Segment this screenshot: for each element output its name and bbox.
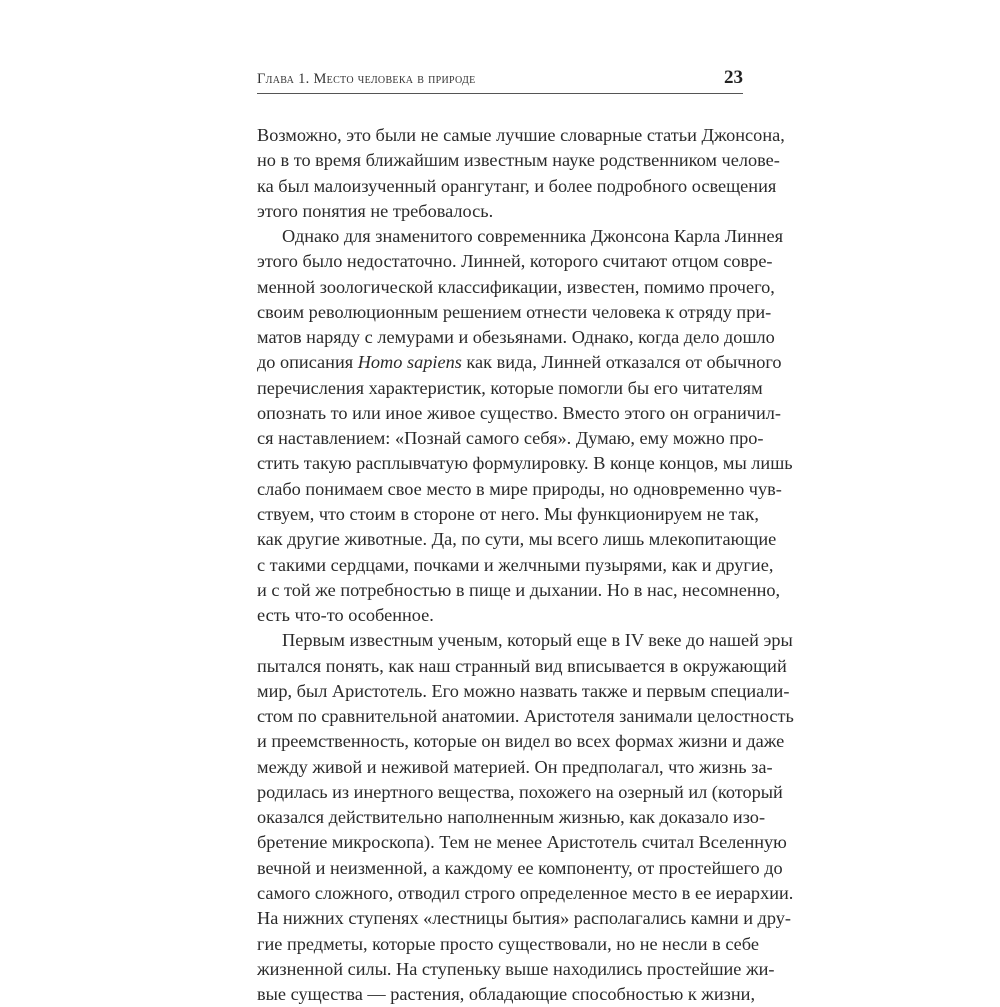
text-line: как другие животные. Да, по сути, мы всего лишь млекопитающие: [257, 529, 777, 550]
text-line: вые существа — растения, обладающие способностью к жизни,: [257, 984, 756, 1005]
text-line: оказался действительно наполненным жизнью, как доказало изо-: [257, 807, 766, 828]
text-line: матов наряду с лемурами и обезьянами. Однако, когда дело дошло: [257, 327, 775, 348]
italic-term: Homo sapiens: [357, 352, 462, 373]
paragraph: [257, 123, 785, 224]
text-line: самого сложного, отводил строго определенное место в ее иерархии.: [257, 882, 794, 903]
text-line: ся наставлением: «Познай самого себя». Думаю, ему можно про-: [257, 428, 764, 449]
text-line: жизненной силы. На ступеньку выше находились простейшие жи-: [257, 958, 775, 979]
running-title: Глава 1. Место человека в природе: [257, 71, 476, 87]
body-text: [257, 123, 794, 1007]
text-line: пытался понять, как наш странный вид вписывается в окружающий: [257, 655, 787, 676]
text-line: бретение микроскопа). Тем не менее Аристотель считал Вселенную: [257, 832, 787, 853]
text-line: опознать то или иное живое существо. Вместо этого он ограничил-: [257, 402, 781, 423]
text-segment: до описания: [257, 352, 358, 373]
text-line: Первым известным ученым, который еще в IV веке до нашей эры: [282, 630, 793, 651]
text-line: этого было недостаточно. Линней, которого считают отцом совре-: [257, 251, 773, 272]
text-line: вечной и неизменной, а каждому ее компоненту, от простейшего до: [257, 857, 783, 878]
page-number: 23: [724, 67, 743, 88]
text-line: между живой и неживой материей. Он предполагал, что жизнь за-: [257, 756, 773, 777]
text-line: мир, был Аристотель. Его можно назвать также и первым специали-: [257, 680, 790, 701]
text-line: и с той же потребностью в пище и дыхании. Но в нас, несомненно,: [257, 579, 781, 600]
text-line: своим революционным решением отнести человека к отряду при-: [257, 301, 772, 322]
text-line: [257, 350, 782, 375]
text-line: с такими сердцами, почками и желчными пузырями, как и другие,: [257, 554, 774, 575]
text-line: этого понятия не требовалось.: [257, 200, 494, 221]
text-line: Однако для знаменитого современника Джонсона Карла Линнея: [282, 226, 784, 247]
paragraph: [257, 628, 794, 1007]
text-line: есть что-то особенное.: [257, 605, 434, 626]
text-line: менной зоологической классификации, известен, помимо прочего,: [257, 276, 775, 297]
text-line: Возможно, это были не самые лучшие словарные статьи Джонсона,: [257, 125, 785, 145]
text-segment: как вида, Линней отказался от обычного: [461, 352, 782, 373]
running-header: [257, 66, 743, 94]
text-line: стом по сравнительной анатомии. Аристотеля занимали целостность: [257, 706, 794, 727]
text-line: слабо понимаем свое место в мире природы, но одновременно чув-: [257, 478, 782, 499]
paragraph: [257, 224, 793, 628]
text-line: На нижних ступенях «лестницы бытия» располагались камни и дру-: [257, 908, 791, 929]
text-line: стить такую расплывчатую формулировку. В конце концов, мы лишь: [257, 453, 793, 474]
text-line: перечисления характеристик, которые помогли бы его читателям: [257, 377, 763, 398]
text-line: ствуем, что стоим в стороне от него. Мы функционируем не так,: [257, 503, 759, 524]
text-line: и преемственность, которые он видел во всех формах жизни и даже: [257, 731, 785, 752]
text-line: ка был малоизученный орангутанг, и более подробного освещения: [257, 175, 777, 196]
text-line: гие предметы, которые просто существовали, но не несли в себе: [257, 933, 759, 954]
text-line: но в то время ближайшим известным науке родственником челове-: [257, 150, 780, 171]
text-line: родилась из инертного вещества, похожего на озерный ил (который: [257, 781, 783, 802]
